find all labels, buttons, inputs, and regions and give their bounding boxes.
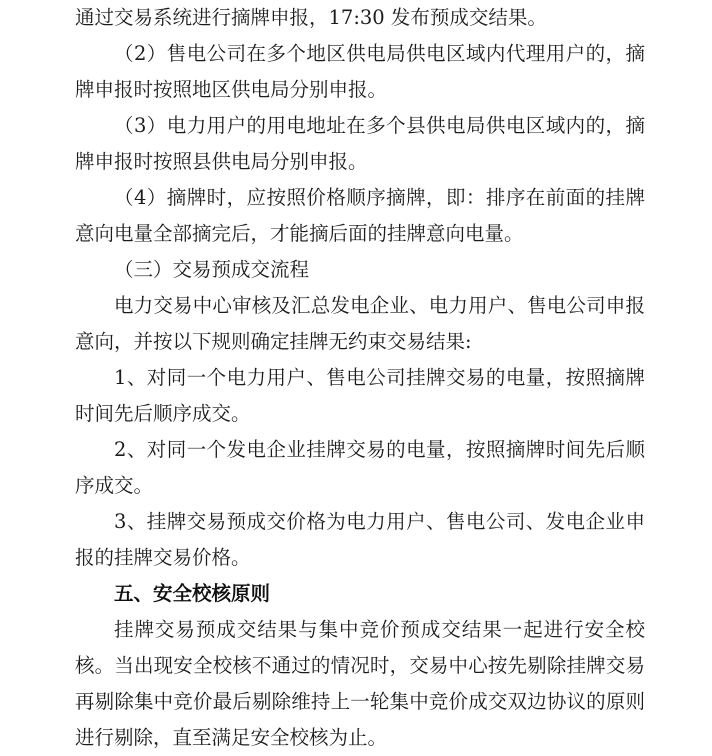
paragraph: 1、对同一个电力用户、售电公司挂牌交易的电量，按照摘牌时间先后顺序成交。 xyxy=(75,366,645,425)
paragraph: （三）交易预成交流程 xyxy=(114,258,310,281)
section-heading: 五、安全校核原则 xyxy=(114,582,271,605)
paragraph: 挂牌交易预成交结果与集中竞价预成交结果一起进行安全校核。当出现安全校核不通过的情况时，交易中心按先剔除挂牌交易再剔除集中竞价最后剔除维持上一轮集中竞价成交双边协议的原则进行剔除，直至满足安全校核为止。 xyxy=(75,618,645,749)
paragraph: 3、挂牌交易预成交价格为电力用户、售电公司、发电企业申报的挂牌交易价格。 xyxy=(75,510,645,569)
paragraph: （4）摘牌时，应按照价格顺序摘牌，即：排序在前面的挂牌意向电量全部摘完后，才能摘后面的挂牌意向电量。 xyxy=(75,186,645,245)
paragraph: 2、对同一个发电企业挂牌交易的电量，按照摘牌时间先后顺序成交。 xyxy=(75,438,645,497)
paragraph: （3）电力用户的用电地址在多个县供电局供电区域内的，摘牌申报时按照县供电局分别申报。 xyxy=(75,114,645,173)
paragraph: 电力交易中心审核及汇总发电企业、电力用户、售电公司申报意向，并按以下规则确定挂牌无约束交易结果: xyxy=(75,294,645,353)
paragraph: （2）售电公司在多个地区供电局供电区域内代理用户的，摘牌申报时按照地区供电局分别申报。 xyxy=(75,42,645,101)
paragraph: 通过交易系统进行摘牌申报，17:30 发布预成交结果。 xyxy=(75,6,547,29)
